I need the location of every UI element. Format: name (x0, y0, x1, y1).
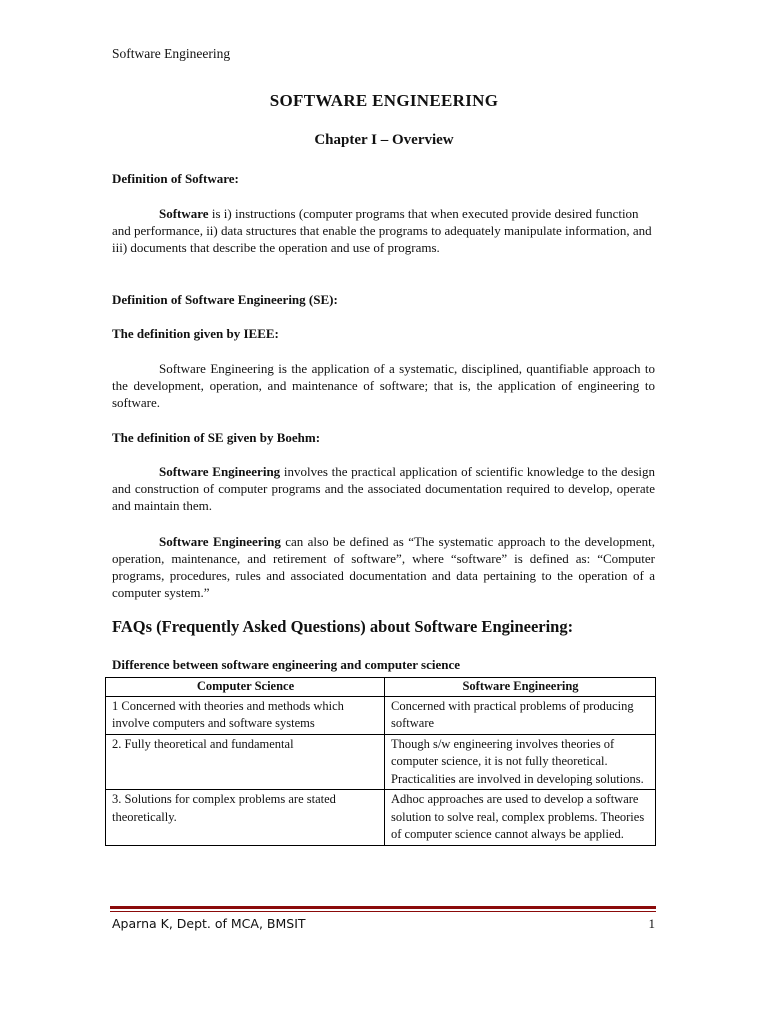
table-row (106, 734, 656, 790)
table-cell-cs: 3. Solutions for complex problems are stated theoretically. (106, 790, 385, 846)
running-header: Software Engineering (112, 46, 231, 61)
software-definition-paragraph (112, 205, 655, 256)
term-software-engineering-1: Software Engineering (159, 464, 281, 479)
table-cell-cs: 1 Concerned with theories and methods which involve computers and software systems (106, 696, 385, 734)
document-title: SOFTWARE ENGINEERING (269, 91, 499, 110)
ieee-definition-paragraph (112, 360, 655, 411)
table-cell-se: Concerned with practical problems of producing software (385, 696, 656, 734)
heading-definition-of-se: Definition of Software Engineering (SE): (112, 292, 338, 307)
column-header-computer-science: Computer Science (106, 678, 385, 697)
software-definition-text: is i) instructions (computer programs that when executed provide desired function and performance, ii) data structures that enable the programs to adequately manipulate information, and iii) documents that describe the operation and use of programs. (112, 206, 652, 255)
table-caption: Difference between software engineering and computer science (112, 657, 461, 672)
faq-heading: FAQs (Frequently Asked Questions) about Software Engineering: (112, 617, 574, 636)
heading-ieee-definition: The definition given by IEEE: (112, 326, 279, 341)
footer-author: Aparna K, Dept. of MCA, BMSIT (112, 916, 306, 931)
column-header-software-engineering: Software Engineering (385, 678, 656, 697)
table-cell-se: Adhoc approaches are used to develop a software solution to solve real, complex problems. Theories of computer science cannot always be applied. (385, 790, 656, 846)
footer-rule-thick (110, 906, 656, 909)
term-software-engineering-2: Software Engineering (159, 534, 281, 549)
boehm-definition-text-1: involves the practical application of scientific knowledge to the design and construction of computer programs and the associated documentation required to develop, operate and maintain them. (112, 464, 655, 513)
term-software: Software (159, 206, 209, 221)
table-header-row (106, 678, 656, 697)
footer-rule-thin (110, 911, 656, 912)
boehm-definition-paragraph-2 (112, 533, 655, 601)
table-cell-cs: 2. Fully theoretical and fundamental (106, 734, 385, 790)
chapter-title: Chapter I – Overview (314, 132, 454, 148)
table-row (106, 790, 656, 846)
comparison-table (105, 677, 656, 846)
table-cell-se: Though s/w engineering involves theories of computer science, it is not fully theoretical. Practicalities are involved in developing solutions. (385, 734, 656, 790)
boehm-definition-paragraph-1 (112, 463, 655, 514)
table-row (106, 696, 656, 734)
ieee-definition-text: Software Engineering is the application of a systematic, disciplined, quantifiable approach to the development, operation, and maintenance of software; that is, the application of engineering to software. (112, 361, 655, 410)
page-number: 1 (648, 916, 655, 931)
heading-boehm-definition: The definition of SE given by Boehm: (112, 430, 321, 445)
boehm-definition-text-2: can also be defined as “The systematic approach to the development, operation, maintenance, and retirement of software”, where “software” is defined as: “Computer programs, procedures, rules and associated documentation and data pertaining to the operation of a computer system.” (112, 534, 655, 600)
heading-definition-of-software: Definition of Software: (112, 171, 239, 186)
